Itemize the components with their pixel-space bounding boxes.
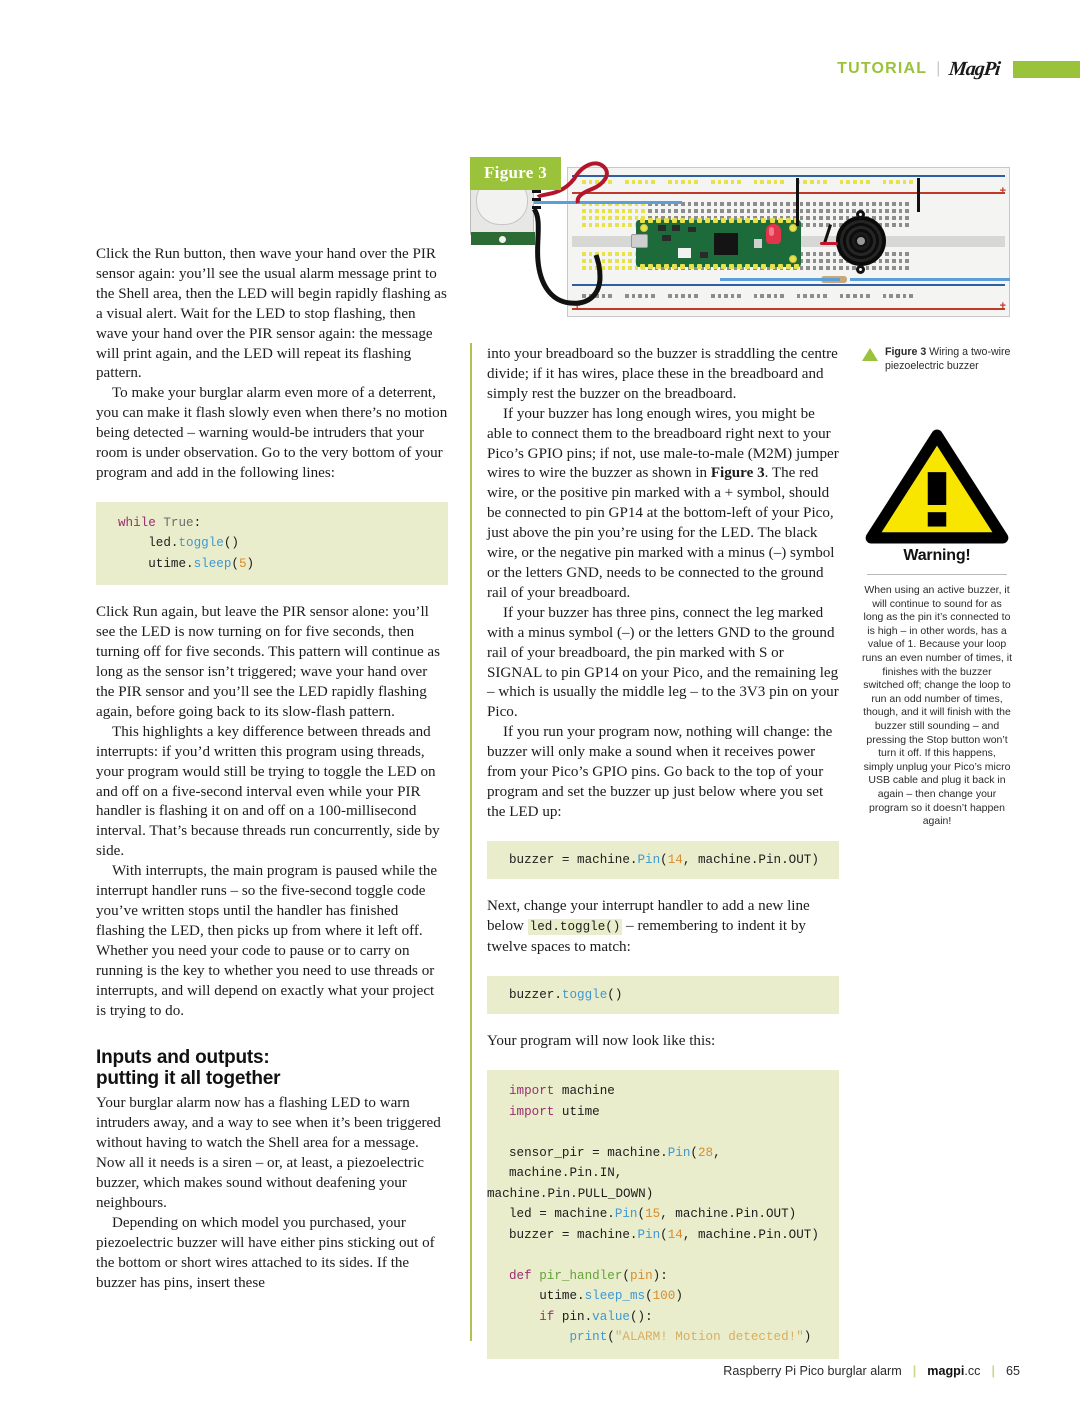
- paragraph: To make your burglar alarm even more of a deterrent, you can make it flash slowly even when there’s no motion being detected – warning would-be intruders that your room is under observation. Go to the very bottom of your program and add in the following lines:: [96, 385, 448, 481]
- code-function: sleep: [193, 556, 232, 571]
- wire-pir-black-loop: [526, 201, 656, 321]
- page-header: [837, 55, 1080, 83]
- column-divider: [470, 343, 472, 1341]
- code-number: 28: [697, 1145, 714, 1160]
- paragraph-with-figure-ref: [487, 405, 839, 604]
- code-text: , machine.Pin.OUT): [682, 852, 819, 867]
- code-keyword: while: [118, 515, 156, 530]
- code-function: toggle: [178, 536, 224, 551]
- red-led: [766, 224, 781, 244]
- code-text: ): [246, 556, 255, 571]
- rail-plus-bottom: +: [574, 300, 581, 312]
- paragraph: into your breadboard so the buzzer is straddling the centre divide; if it has wires, place these in the breadboard and simply rest the buzzer on the breadboard.: [487, 346, 838, 402]
- code-string: "ALARM! Motion detected!": [614, 1330, 804, 1345]
- code-text: utime.: [509, 1289, 585, 1304]
- code-text: , machine.Pin.OUT): [660, 1207, 797, 1222]
- code-literal: True: [155, 515, 194, 530]
- code-text: (: [607, 1330, 615, 1345]
- code-text: sensor_pir = machine.: [509, 1145, 668, 1160]
- code-text: :: [193, 515, 202, 530]
- code-text: (: [637, 1207, 646, 1222]
- code-number: 14: [667, 852, 683, 867]
- code-text: (): [607, 987, 623, 1002]
- code-text: led = machine.: [509, 1207, 615, 1222]
- code-text: ): [675, 1289, 683, 1304]
- code-text: buzzer = machine.: [509, 1227, 638, 1242]
- code-text: , machine.Pin.IN,: [509, 1145, 729, 1181]
- warning-triangle-icon: [862, 429, 1012, 544]
- buzzer-mount-bottom: [856, 265, 865, 274]
- code-block-buzzer-toggle: [487, 976, 839, 1015]
- header-separator: |: [936, 60, 941, 77]
- paragraph: With interrupts, the main program is paused while the interrupt handler runs – so the five-second toggle code you’ve written stops until the handler has finished flashing the LED, then picks up from where it left off. Whether you need your code to pause or to carry on running is the key to whether you need to use threads or interrupts, and will depend on exactly what your project is trying to do.: [96, 863, 438, 1019]
- pico-pad-br: [789, 255, 797, 263]
- warning-body-text: When using an active buzzer, it will continue to sound for as long as the pin it’s connected to is high – in other words, has a value of 1. Because your loop runs an even number of times, it finishes with the buzzer switched off; change the loop to run an odd number of times, though, and it will finish with the buzzer still sounding – and pressing the Stop button won’t turn it off. If this happens, simply unplug your Pico’s micro USB cable and plug it back in again – then change your program so it doesn’t happen again!: [862, 584, 1012, 828]
- code-function: print: [509, 1330, 608, 1345]
- paragraph: Your burglar alarm now has a flashing LED to warn intruders away, and a way to see when it’s been triggered without having to watch the Shell area for a message. Now all it needs is a siren – or, at least, a piezoelectric buzzer, which makes sound without deafening your neighbours.: [96, 1095, 441, 1211]
- piezoelectric-buzzer: [836, 216, 886, 266]
- code-keyword: if: [509, 1309, 555, 1324]
- buzzer-mount-top: [856, 210, 865, 219]
- left-column: [96, 245, 448, 1293]
- code-argument: pin: [629, 1268, 653, 1283]
- code-number: 14: [667, 1227, 683, 1242]
- footer-site-bold: magpi: [927, 1364, 965, 1378]
- code-text: ):: [652, 1268, 668, 1283]
- triangle-marker-icon: [862, 348, 878, 361]
- figure-caption: [862, 345, 1012, 373]
- section-heading-line-2: putting it all together: [96, 1068, 281, 1090]
- code-text: (: [690, 1145, 698, 1160]
- code-number: 15: [645, 1207, 661, 1222]
- warning-box: [862, 429, 1012, 829]
- paragraph: Your program will now look like this:: [487, 1033, 716, 1050]
- code-text: (: [645, 1289, 653, 1304]
- code-keyword: import: [509, 1084, 555, 1099]
- section-heading-line-1: Inputs and outputs:: [96, 1047, 270, 1069]
- paragraph-text: If your buzzer has long enough wires, you might be able to connect them to the breadboard right next to your Pico’s GPIO pins; if not, use male-to-male (M2M) jumper wires to wire the buzzer as shown in: [487, 405, 839, 482]
- code-text: (: [622, 1268, 630, 1283]
- page-footer: [723, 1364, 1020, 1378]
- figure-caption-label: Figure 3: [885, 346, 927, 358]
- header-tutorial-label: TUTORIAL: [837, 60, 928, 77]
- code-function-name: pir_handler: [531, 1268, 623, 1283]
- footer-site-rest: .cc: [964, 1364, 981, 1378]
- footer-separator-2: |: [991, 1364, 995, 1378]
- code-number: 100: [652, 1289, 676, 1304]
- code-text: (): [223, 536, 239, 551]
- code-text: led.: [118, 536, 179, 551]
- code-text: , machine.Pin.OUT): [682, 1227, 819, 1242]
- code-text: (: [231, 556, 239, 571]
- code-text: ): [803, 1330, 812, 1345]
- section-heading: [96, 1047, 448, 1089]
- magpi-logo: MagPi: [948, 57, 1002, 80]
- header-accent-bar: [1013, 61, 1080, 78]
- code-function: value: [592, 1309, 630, 1324]
- code-text: machine: [554, 1084, 615, 1099]
- code-text: buzzer.: [509, 987, 562, 1002]
- code-text: machine.Pin.PULL_DOWN): [487, 1186, 654, 1201]
- code-block-full-program: [487, 1070, 839, 1359]
- warning-title: Warning!: [903, 547, 971, 564]
- footer-separator-1: |: [912, 1364, 917, 1378]
- footer-article-title: Raspberry Pi Pico burglar alarm: [723, 1364, 902, 1378]
- code-text: (: [660, 1227, 668, 1242]
- code-text: buzzer = machine.: [509, 852, 638, 867]
- wire-buzzer-red: [820, 242, 838, 245]
- inline-code: led.toggle(): [529, 920, 621, 935]
- code-text: utime: [554, 1104, 600, 1119]
- paragraph-text: Next, change your interrupt handler to add a new line below: [487, 898, 810, 935]
- footer-page-number: 65: [1005, 1364, 1020, 1378]
- paragraph: Click Run again, but leave the PIR sensor alone: you’ll see the LED is now turning on for five seconds, then turning off for five seconds. This pattern will continue as long as the sensor isn’t triggered; wave your hand over the PIR sensor and you’ll see the LED rapidly flashing again, before going back to its slow-flash pattern.: [96, 604, 441, 720]
- paragraph: Click the Run button, then wave your hand over the PIR sensor again: you’ll see the usual alarm message print to the Shell area, then the LED will begin rapidly flashing as a visual alert. Wait for the LED to stop flashing, then wave your hand over the PIR sensor again: the message will print again, and the LED will repeat its flashing pattern.: [96, 246, 447, 382]
- figure-caption-body: Wiring a two-wire piezoelectric buzzer: [885, 346, 1011, 372]
- code-number: 5: [238, 556, 247, 571]
- warning-divider: [867, 574, 1007, 575]
- paragraph: If your buzzer has three pins, connect the leg marked with a minus symbol (–) or the letters GND to the ground rail of your breadboard, the pin marked with S or SIGNAL to pin GP14 on your Pico, and the remaining leg – which is usually the middle leg – to the 3V3 pin on your Pico.: [487, 604, 839, 721]
- paragraph: This highlights a key difference between threads and interrupts: if you’d written this program using threads, your program would still be trying to toggle the LED on and off on a five-second interval even while your PIR handler is flashing it on and off on a 100-millisecond interval. That’s because threads run concurrently, side by side.: [96, 723, 440, 860]
- code-function: sleep_ms: [584, 1289, 646, 1304]
- code-function: Pin: [637, 1227, 661, 1242]
- wire-blue-right: [850, 278, 1010, 281]
- figure-reference: Figure 3: [710, 465, 765, 482]
- paragraph-text-rest: – remembering to indent it by twelve spaces to match:: [487, 918, 806, 956]
- code-function: Pin: [637, 852, 661, 867]
- code-function: Pin: [614, 1207, 638, 1222]
- code-block-while-loop: [96, 502, 448, 586]
- figure-caption-text: [885, 345, 1012, 373]
- paragraph: Depending on which model you purchased, your piezoelectric buzzer will have either pins sticking out of the bottom or short wires attached to its sides. If the buzzer has pins, insert these: [96, 1214, 435, 1291]
- code-text: (: [660, 852, 668, 867]
- wire-blue-lower: [720, 278, 840, 281]
- code-block-buzzer-setup: [487, 841, 839, 880]
- paragraph-text-rest: . The red wire, or the positive pin marked with a + symbol, should be connected to pin GP14 at the bottom-left of your Pico, just above the pin you’re using for the LED. The black wire, or the negative pin marked with a minus (–) symbol or the letters GND, needs to be connected to the ground rail of your breadboard.: [487, 465, 835, 601]
- code-text: ():: [629, 1309, 653, 1324]
- code-function: Pin: [667, 1145, 691, 1160]
- code-function: toggle: [561, 987, 608, 1002]
- wire-black-vertical-1: [796, 178, 799, 226]
- rail-plus-top: +: [999, 185, 1006, 197]
- code-keyword: def: [509, 1268, 532, 1283]
- wire-black-vertical-2: [917, 178, 920, 212]
- code-keyword: import: [509, 1104, 555, 1119]
- figure-label-badge: Figure 3: [470, 157, 561, 190]
- code-text: pin.: [554, 1309, 593, 1324]
- middle-column: [487, 345, 839, 1377]
- paragraph-with-inline-code: [487, 897, 839, 958]
- rail-plus-bottom-right: +: [999, 300, 1006, 312]
- code-text: utime.: [118, 556, 194, 571]
- figure-3-illustration: [470, 157, 1010, 323]
- paragraph: If you run your program now, nothing will change: the buzzer will only make a sound when it receives power from your Pico’s GPIO pins. Go back to the top of your program and set the buzzer up just below where you set the LED up:: [487, 724, 833, 820]
- right-sidebar: [862, 345, 1012, 829]
- rp2040-chip: [714, 233, 738, 255]
